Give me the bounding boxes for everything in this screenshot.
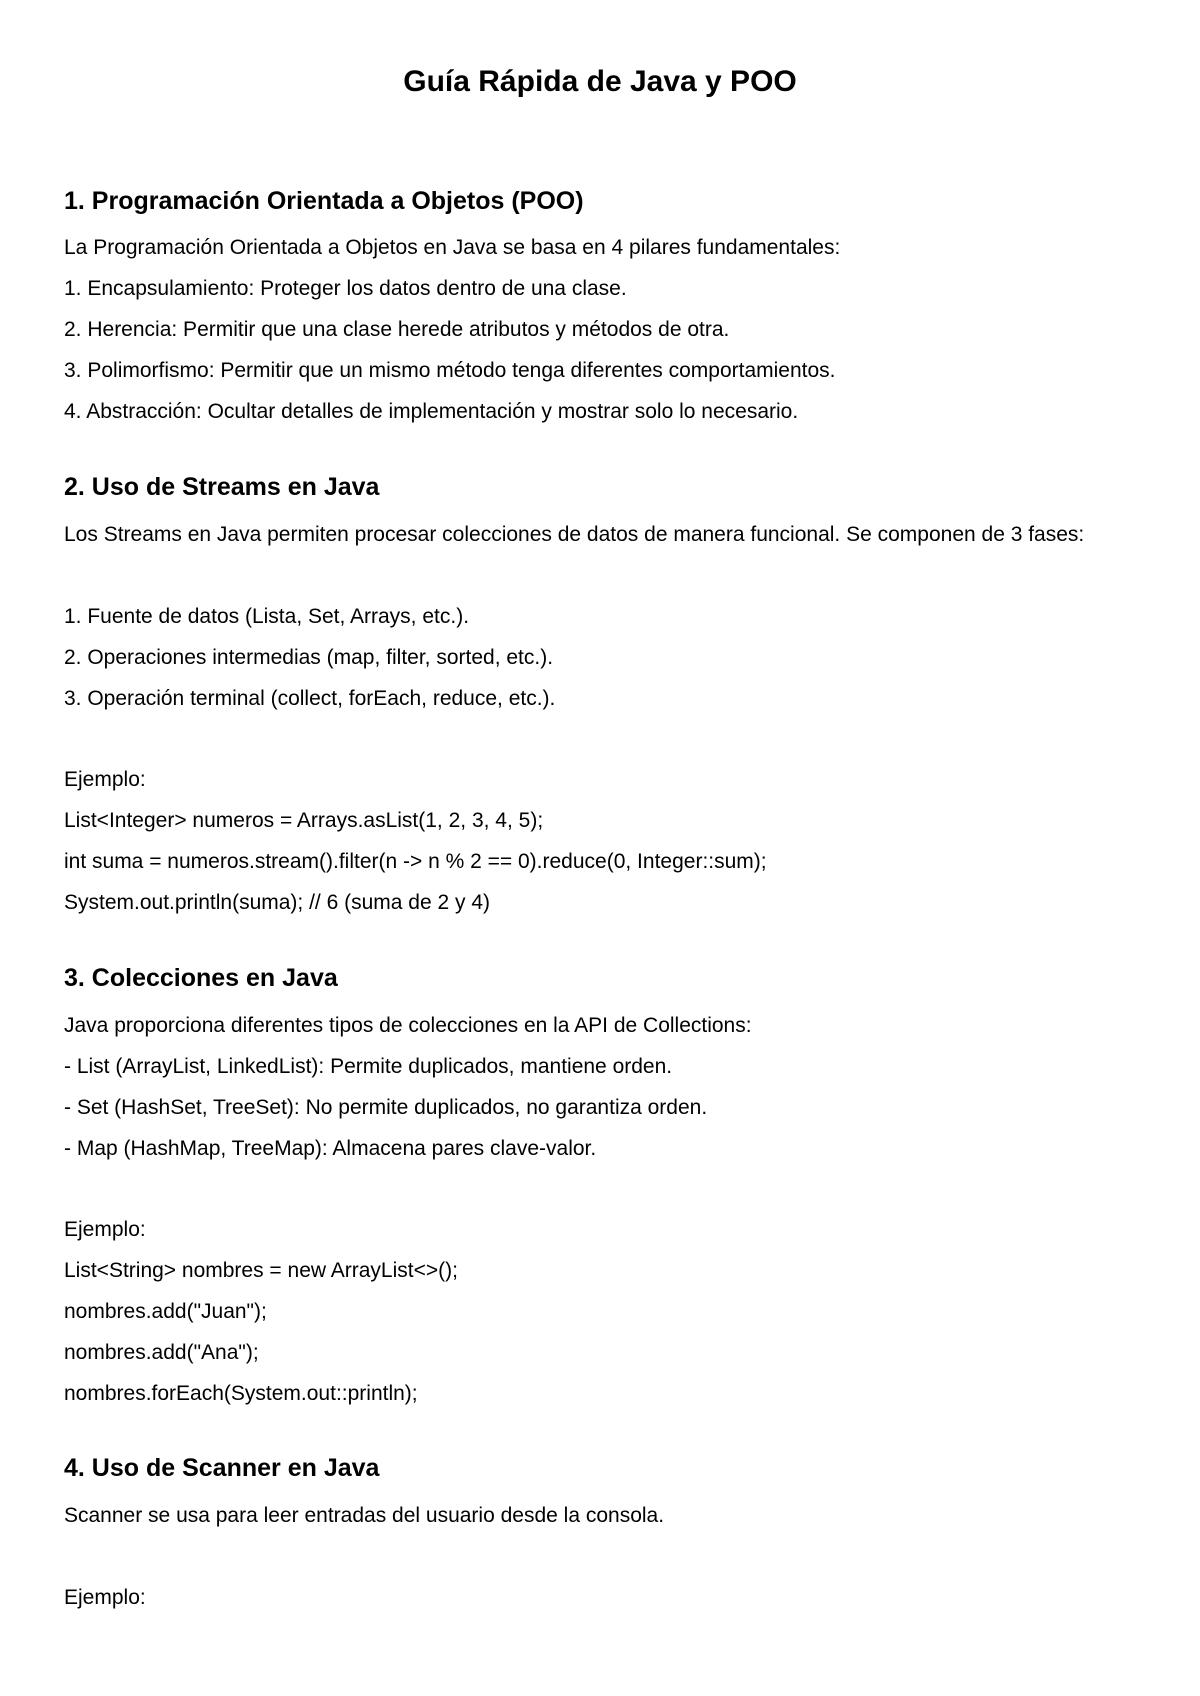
page-title: Guía Rápida de Java y POO [403, 65, 797, 98]
code-line: nombres.add("Ana"); [64, 1341, 259, 1364]
example-label: Ejemplo: [64, 1218, 146, 1241]
code-line: nombres.add("Juan"); [64, 1300, 267, 1323]
section-intro: Scanner se usa para leer entradas del usuario desde la consola. [64, 1504, 665, 1527]
code-line: System.out.println(suma); // 6 (suma de 2 y 4) [64, 891, 490, 914]
section-heading-scanner: 4. Uso de Scanner en Java [64, 1454, 380, 1482]
list-item: 3. Polimorfismo: Permitir que un mismo método tenga diferentes comportamientos. [64, 359, 836, 382]
list-item: 3. Operación terminal (collect, forEach, reduce, etc.). [64, 687, 556, 710]
section-intro: Los Streams en Java permiten procesar colecciones de datos de manera funcional. Se componen de 3 fases: [64, 523, 1085, 546]
list-item: 2. Operaciones intermedias (map, filter, sorted, etc.). [64, 646, 554, 669]
section-heading-streams: 2. Uso de Streams en Java [64, 473, 380, 501]
list-item: - Set (HashSet, TreeSet): No permite duplicados, no garantiza orden. [64, 1096, 708, 1119]
list-item: - List (ArrayList, LinkedList): Permite duplicados, mantiene orden. [64, 1055, 673, 1078]
list-item: - Map (HashMap, TreeMap): Almacena pares clave-valor. [64, 1137, 597, 1160]
code-line: int suma = numeros.stream().filter(n -> n % 2 == 0).reduce(0, Integer::sum); [64, 850, 767, 873]
section-intro: La Programación Orientada a Objetos en Java se basa en 4 pilares fundamentales: [64, 236, 841, 259]
list-item: 4. Abstracción: Ocultar detalles de implementación y mostrar solo lo necesario. [64, 400, 799, 423]
section-intro: Java proporciona diferentes tipos de colecciones en la API de Collections: [64, 1014, 752, 1037]
code-line: List<Integer> numeros = Arrays.asList(1, 2, 3, 4, 5); [64, 809, 544, 832]
code-line: List<String> nombres = new ArrayList<>(); [64, 1259, 458, 1282]
section-heading-poo: 1. Programación Orientada a Objetos (POO) [64, 187, 584, 215]
section-heading-colecciones: 3. Colecciones en Java [64, 964, 338, 992]
list-item: 1. Encapsulamiento: Proteger los datos dentro de una clase. [64, 277, 627, 300]
example-label: Ejemplo: [64, 1586, 146, 1609]
example-label: Ejemplo: [64, 768, 146, 791]
code-line: nombres.forEach(System.out::println); [64, 1382, 418, 1405]
list-item: 2. Herencia: Permitir que una clase herede atributos y métodos de otra. [64, 318, 730, 341]
list-item: 1. Fuente de datos (Lista, Set, Arrays, etc.). [64, 605, 470, 628]
